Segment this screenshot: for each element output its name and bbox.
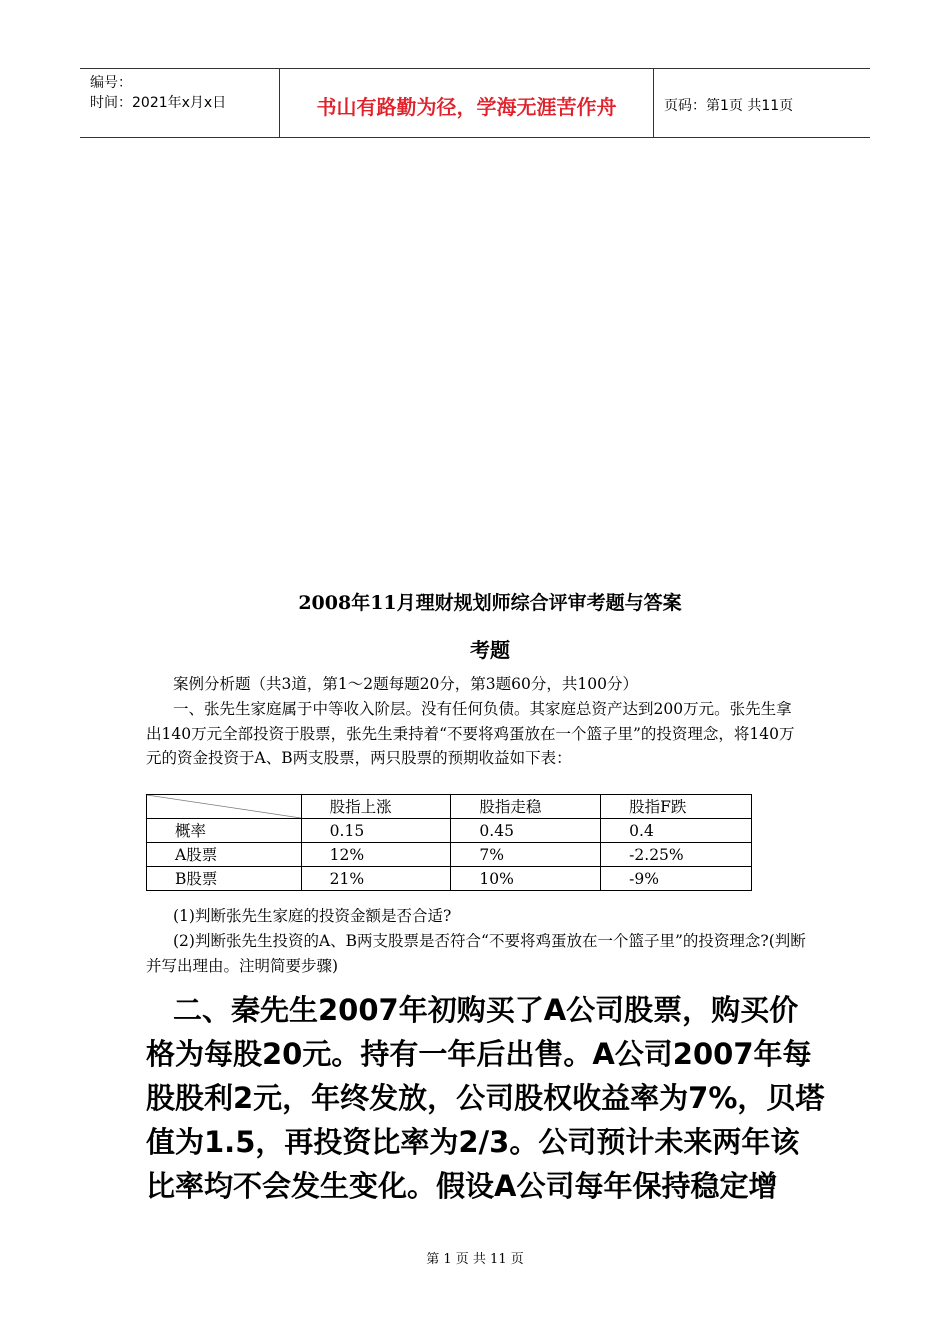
page-header xyxy=(80,68,870,138)
question-1-text: 一、张先生家庭属于中等收入阶层。没有任何负债。其家庭总资产达到200万元。张先生拿出140万元全部投资于股票，张先生秉持着“不要将鸡蛋放在一个篮子里”的投资理念，将140万元的资金投资于A、B两支股票，两只股票的预期收益如下表： xyxy=(146,700,795,767)
table-header-row xyxy=(147,795,752,819)
table-cell: 21% xyxy=(301,867,451,891)
header-motto: 书山有路勤为径，学海无涯苦作舟 xyxy=(280,69,654,137)
intro-paragraph: 案例分析题（共3道，第1～2题每题20分，第3题60分，共100分） xyxy=(173,675,638,693)
header-meta xyxy=(80,69,280,137)
table-row xyxy=(147,867,752,891)
table-row xyxy=(147,843,752,867)
table-header-cell: 股指走稳 xyxy=(451,795,601,819)
page-footer: 第 1 页 共 11 页 xyxy=(426,1252,524,1267)
table-cell: 10% xyxy=(451,867,601,891)
document-title: 2008年11月理财规划师综合评审考题与答案 xyxy=(298,592,682,614)
returns-table xyxy=(146,794,752,891)
table-cell: -9% xyxy=(601,867,752,891)
diagonal-line xyxy=(147,795,301,818)
table-row xyxy=(147,819,752,843)
question-2-text: 二、秦先生2007年初购买了A公司股票，购买价格为每股20元。持有一年后出售。A公司2007年每股股利2元，年终发放，公司股权收益率为7%，贝塔值为1.5，再投资比率为2/3。公司预计未来两年该比率均不会发生变化。假设A公司每年保持稳定增 xyxy=(146,993,825,1203)
number-label: 编号： xyxy=(90,75,132,91)
table-header-cell: 股指上涨 xyxy=(301,795,451,819)
header-page-code: 页码：第1页 共11页 xyxy=(664,98,794,114)
table-corner-cell xyxy=(147,795,302,819)
table-cell: 7% xyxy=(451,843,601,867)
table-cell: 0.15 xyxy=(301,819,451,843)
table-cell: 12% xyxy=(301,843,451,867)
table-row-label: B股票 xyxy=(147,867,302,891)
question-1-sub-2: (2)判断张先生投资的A、B两支股票是否符合“不要将鸡蛋放在一个篮子里”的投资理念?(判断并写出理由。注明简要步骤) xyxy=(146,932,806,975)
table-cell: -2.25% xyxy=(601,843,752,867)
question-1-sub-1: (1)判断张先生家庭的投资金额是否合适? xyxy=(173,907,452,925)
date-label: 时间：2021年x月x日 xyxy=(90,95,227,111)
table-cell: 0.4 xyxy=(601,819,752,843)
table-cell: 0.45 xyxy=(451,819,601,843)
table-row-label: A股票 xyxy=(147,843,302,867)
table-header-cell: 股指F跌 xyxy=(601,795,752,819)
table-row-label: 概率 xyxy=(147,819,302,843)
document-subtitle: 考题 xyxy=(470,638,510,662)
